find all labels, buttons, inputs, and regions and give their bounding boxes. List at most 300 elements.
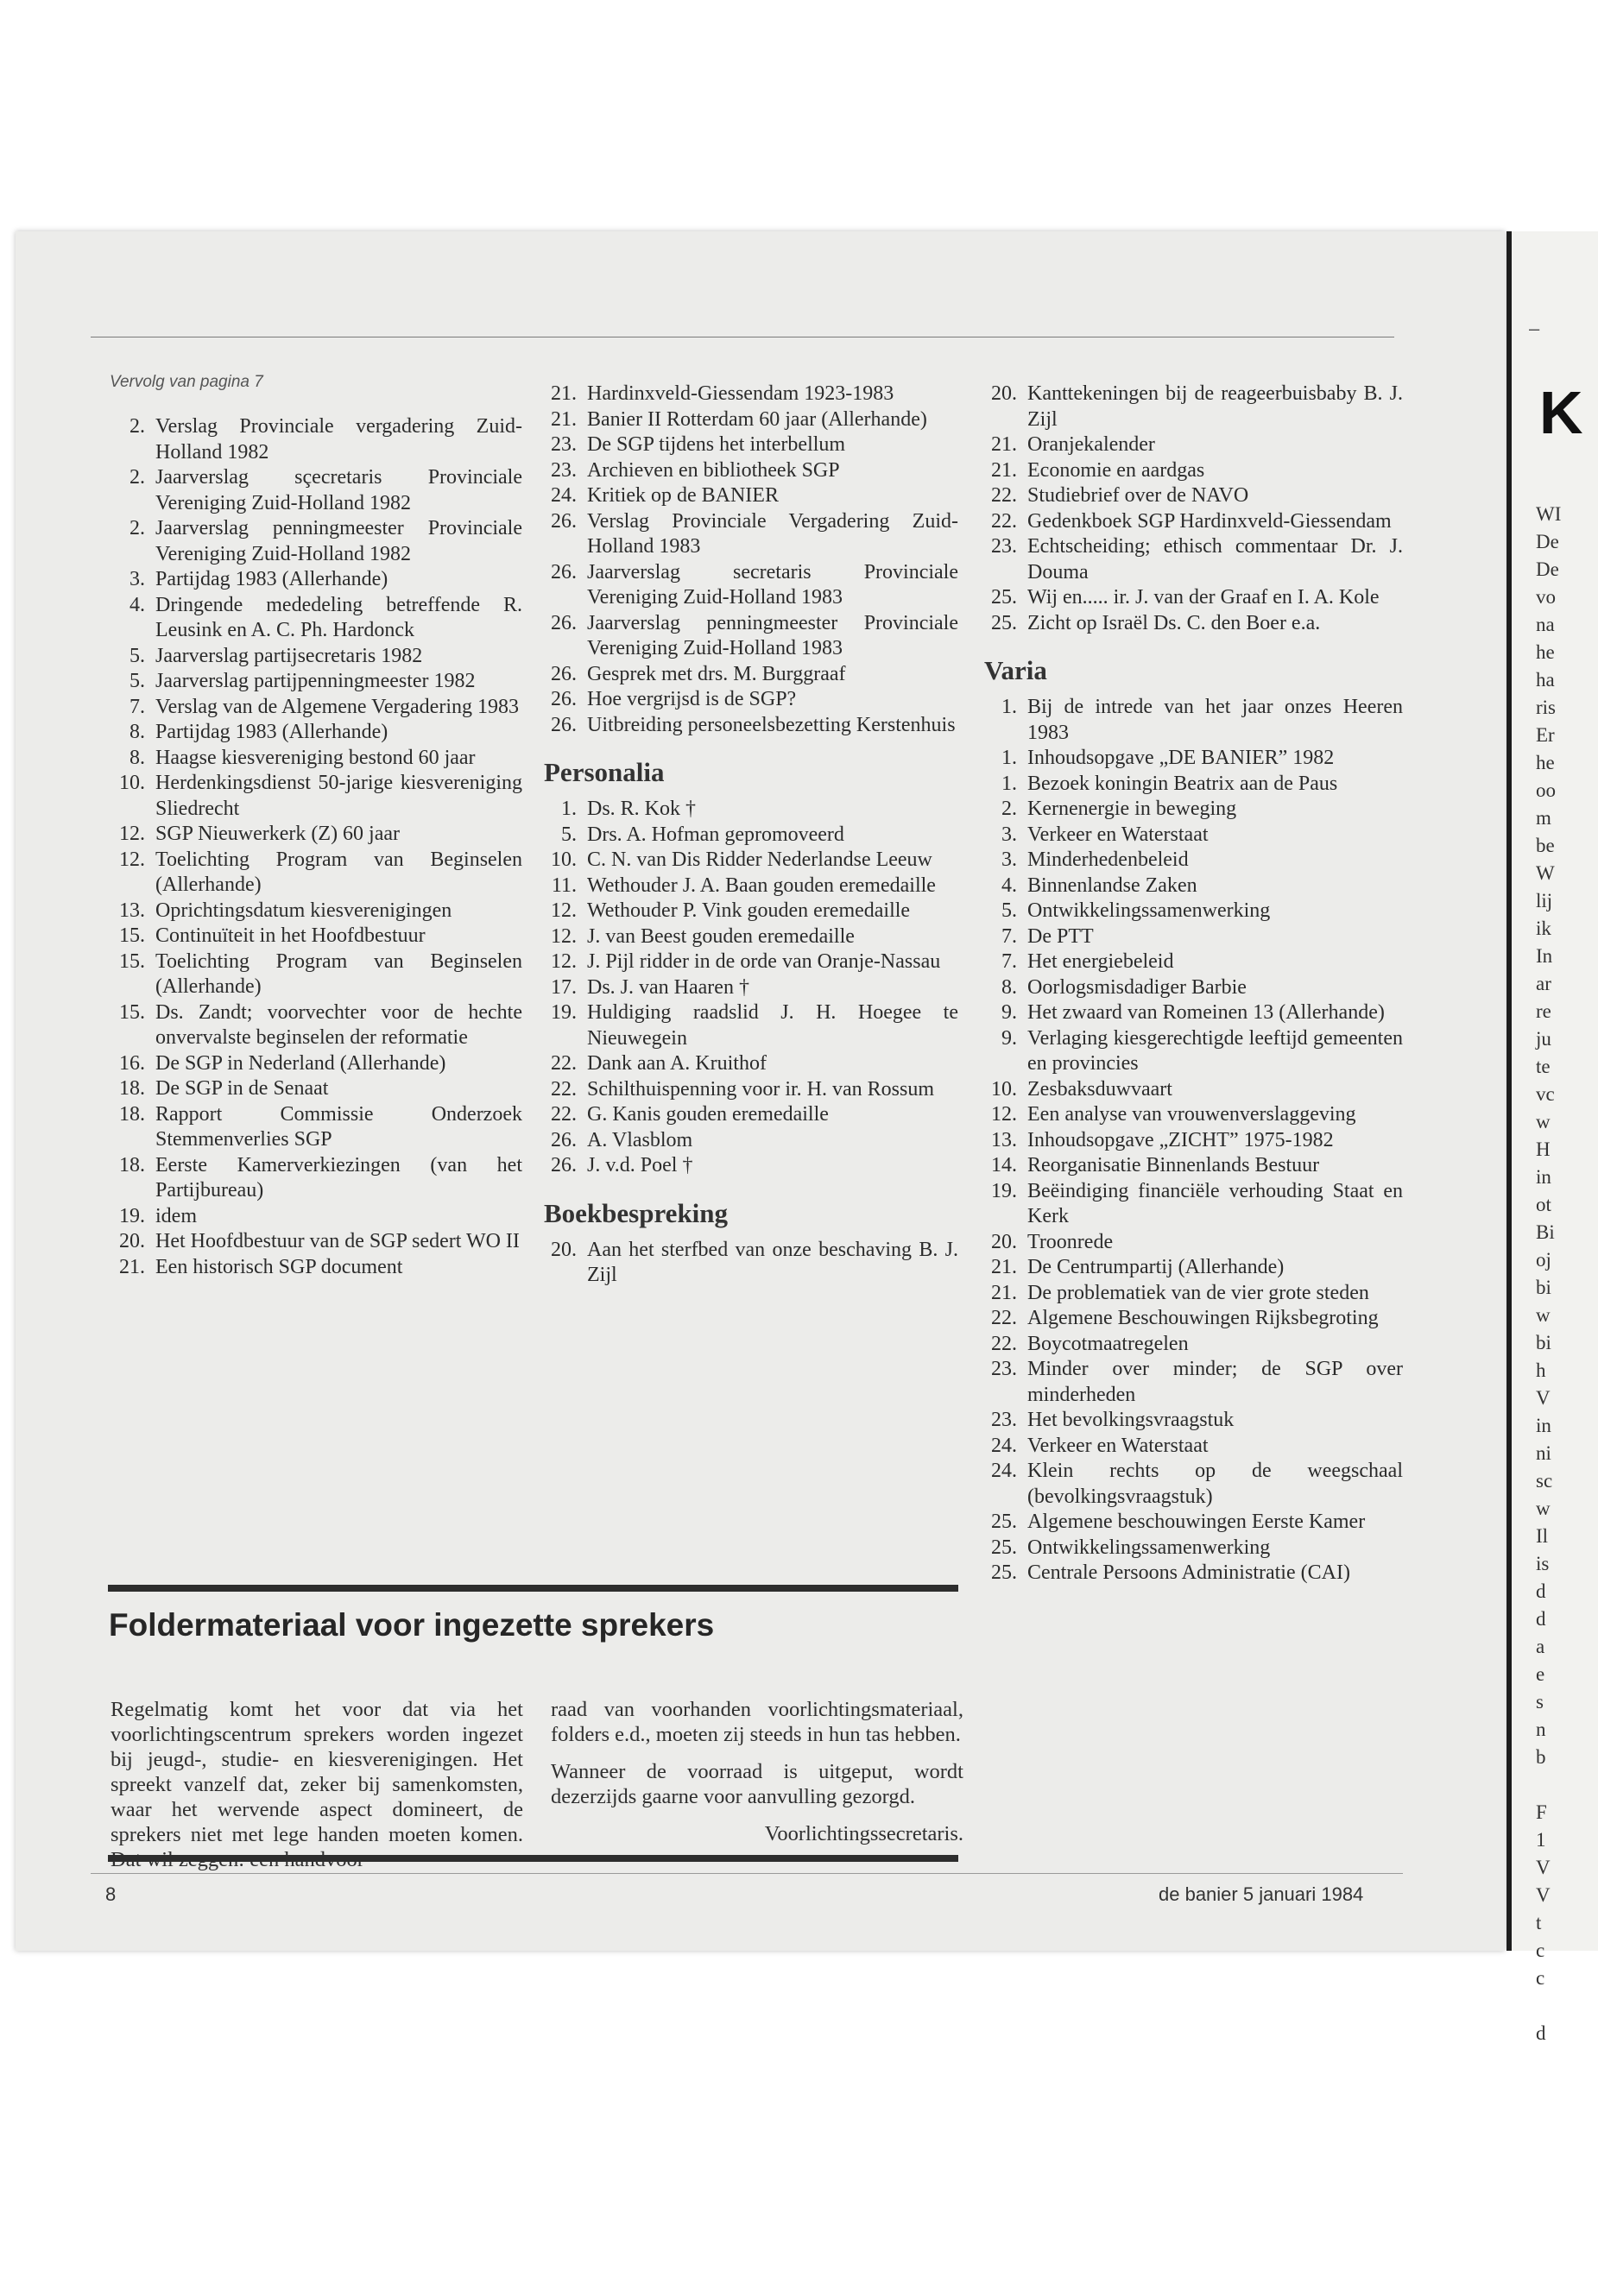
adjacent-page-fragment: c	[1536, 1940, 1545, 1961]
list-item	[112, 669, 522, 695]
item-page-number: 20.	[119, 1230, 145, 1252]
adjacent-page-fragment: De	[1536, 531, 1559, 552]
item-title: De Centrumpartij (Allerhande)	[1027, 1256, 1285, 1278]
item-page-number: 5.	[561, 823, 577, 846]
list-item	[544, 1077, 958, 1103]
item-page-number: 20.	[991, 1230, 1017, 1253]
item-page-number: 21.	[119, 1255, 145, 1278]
list-item	[112, 1051, 522, 1077]
item-page-number: 16.	[119, 1051, 145, 1075]
item-title: Gedenkboek SGP Hardinxveld-Giessendam	[1027, 509, 1392, 533]
adjacent-page-fragment: ar	[1536, 973, 1551, 994]
adjacent-page-fragment: w	[1536, 1498, 1551, 1519]
list-item	[984, 1102, 1403, 1128]
list-item	[544, 687, 958, 713]
list-item	[984, 1255, 1403, 1281]
item-title: Bij de intrede van het jaar onzes Heeren 1983	[1027, 696, 1403, 744]
item-page-number: 19.	[551, 1001, 577, 1024]
adjacent-page-fragment: ik	[1536, 918, 1551, 939]
list-item	[984, 458, 1403, 484]
list-item	[984, 585, 1403, 611]
item-page-number: 22.	[991, 484, 1017, 507]
article-title: Foldermateriaal voor ingezette sprekers	[109, 1607, 715, 1643]
item-page-number: 10.	[119, 772, 145, 794]
adjacent-page-fragment: na	[1536, 614, 1555, 635]
item-title: Oprichtingsdatum kiesverenigingen	[155, 899, 452, 922]
item-title: Studiebrief over de NAVO	[1027, 484, 1249, 507]
list-item	[984, 432, 1403, 458]
item-title: Oranjekalender	[1027, 433, 1155, 456]
item-title: De SGP in Nederland (Allerhande)	[155, 1051, 446, 1075]
item-title: Het Hoofdbestuur van de SGP sedert WO II	[155, 1230, 520, 1252]
item-page-number: 25.	[991, 611, 1017, 634]
index-list	[112, 414, 522, 1280]
item-title: Een historisch SGP document	[155, 1255, 403, 1278]
item-title: Minderhedenbeleid	[1027, 848, 1189, 871]
list-item	[984, 1357, 1403, 1408]
item-page-number: 12.	[551, 899, 577, 922]
item-page-number: 17.	[551, 975, 577, 999]
index-list	[984, 382, 1403, 636]
item-page-number: 1.	[1001, 772, 1017, 795]
item-page-number: 7.	[129, 695, 145, 718]
article-paragraph: Regelmatig komt het voor dat via het voorlichtingscentrum sprekers worden ingezet bij jeugd-, studie- en kiesverenigingen. Het spreekt vanzelf dat, zeker bij samenkomsten, waar het wervende aspect domineert, de sprekers niet met lege handen moeten komen.	[111, 1698, 523, 1846]
item-title: De SGP tijdens het interbellum	[587, 433, 846, 456]
list-item	[112, 720, 522, 746]
list-item	[984, 382, 1403, 432]
list-item	[984, 823, 1403, 848]
list-item	[544, 1102, 958, 1128]
item-page-number: 9.	[1001, 1026, 1017, 1050]
adjacent-page-fragment: In	[1536, 945, 1553, 967]
list-item	[112, 593, 522, 644]
list-item	[112, 1102, 522, 1153]
list-item	[984, 746, 1403, 772]
item-title: Toelichting Program van Beginselen (Allerhande)	[155, 949, 522, 998]
list-item	[544, 611, 958, 662]
item-title: Oorlogsmisdadiger Barbie	[1027, 975, 1247, 999]
item-page-number: 21.	[991, 1256, 1017, 1278]
list-item	[112, 567, 522, 593]
item-page-number: 12.	[119, 823, 145, 845]
list-item	[544, 713, 958, 739]
item-page-number: 26.	[551, 688, 577, 710]
item-page-number: 2.	[129, 466, 145, 489]
list-item	[984, 1306, 1403, 1332]
item-title: Minder over minder; de SGP over minderheden	[1027, 1358, 1403, 1406]
continued-from-label: Vervolg van pagina 7	[110, 373, 263, 391]
item-page-number: 24.	[991, 1434, 1017, 1457]
item-title: Jaarverslag partijsecretaris 1982	[155, 644, 423, 667]
adjacent-page-heading-letter: K	[1539, 379, 1583, 446]
item-page-number: 24.	[991, 1460, 1017, 1482]
item-page-number: 12.	[551, 950, 577, 973]
item-page-number: 1.	[561, 798, 577, 820]
item-title: Rapport Commissie Onderzoek Stemmenverlies SGP	[155, 1102, 522, 1151]
list-item	[112, 848, 522, 899]
item-title: Aan het sterfbed van onze beschaving B. J. Zijl	[587, 1238, 958, 1286]
item-page-number: 5.	[129, 670, 145, 692]
list-item	[544, 1238, 958, 1289]
item-page-number: 3.	[1001, 823, 1017, 846]
adjacent-page-fragment: ni	[1536, 1442, 1551, 1464]
list-item	[544, 949, 958, 975]
list-item	[984, 1459, 1403, 1510]
item-title: Echtscheiding; ethisch commentaar Dr. J. Douma	[1027, 535, 1403, 583]
section-heading-boekbespreking: Boekbespreking	[544, 1197, 729, 1228]
item-title: Algemene beschouwingen Eerste Kamer	[1027, 1511, 1366, 1533]
list-item	[112, 924, 522, 949]
list-item	[984, 924, 1403, 950]
list-item	[112, 771, 522, 822]
item-title: Verslag van de Algemene Vergadering 1983	[155, 695, 519, 718]
item-page-number: 22.	[551, 1052, 577, 1075]
adjacent-page-fragment: is	[1536, 1553, 1550, 1574]
adjacent-page-fragment: WI	[1536, 503, 1562, 525]
item-title: Continuïteit in het Hoofdbestuur	[155, 924, 426, 947]
adjacent-page-fragment: d	[1536, 1608, 1546, 1630]
item-page-number: 8.	[1001, 975, 1017, 999]
item-title: Jaarverslag partijpenningmeester 1982	[155, 670, 476, 692]
item-title: Boycotmaatregelen	[1027, 1332, 1189, 1355]
adjacent-page-edge	[1506, 231, 1598, 2044]
item-title: Kernenergie in beweging	[1027, 798, 1237, 820]
index-column-2	[544, 382, 958, 1289]
item-title: Klein rechts op de weegschaal (bevolkingsvraagstuk)	[1027, 1460, 1403, 1508]
list-item	[984, 1434, 1403, 1460]
section-heading-varia: Varia	[984, 655, 1047, 685]
adjacent-page-fragment: w	[1536, 1111, 1551, 1132]
varia-list	[984, 695, 1403, 1586]
list-item	[112, 949, 522, 1000]
heavy-rule-top	[108, 1585, 958, 1592]
item-page-number: 18.	[119, 1077, 145, 1100]
adjacent-page-fragment: V	[1536, 1857, 1551, 1878]
adjacent-page-fragment: Il	[1536, 1525, 1549, 1547]
index-column-3	[984, 382, 1403, 1586]
adjacent-page-fragment: m	[1536, 807, 1551, 829]
item-title: Een analyse van vrouwenverslaggeving	[1027, 1103, 1356, 1126]
item-title: Huldiging raadslid J. H. Hoegee te Nieuwegein	[587, 1001, 958, 1050]
item-page-number: 15.	[119, 1000, 145, 1024]
item-title: Partijdag 1983 (Allerhande)	[155, 721, 388, 743]
list-item	[984, 874, 1403, 899]
list-item	[984, 1510, 1403, 1536]
item-title: Ontwikkelingssamenwerking	[1027, 1536, 1271, 1559]
item-page-number: 18.	[119, 1102, 145, 1126]
adjacent-page-fragment: Bi	[1536, 1221, 1555, 1243]
item-page-number: 11.	[551, 874, 577, 897]
list-item	[544, 1128, 958, 1154]
list-item	[544, 509, 958, 560]
item-page-number: 10.	[551, 848, 577, 871]
item-title: A. Vlasblom	[587, 1128, 693, 1151]
list-item	[544, 1051, 958, 1077]
adjacent-page-fragment: c	[1536, 1967, 1545, 1989]
item-title: Jaarverslag sçecretaris Provinciale Vereniging Zuid-Holland 1982	[155, 466, 522, 514]
list-item	[984, 949, 1403, 975]
article-paragraph: raad van voorhanden voorlichtingsmateriaal, folders e.d., moeten zij steeds in hun tas hebben.	[551, 1698, 963, 1746]
list-item	[112, 644, 522, 670]
adjacent-page-fragment: bi	[1536, 1332, 1551, 1353]
adjacent-page-fragment: V	[1536, 1387, 1551, 1409]
item-page-number: 26.	[551, 611, 577, 634]
item-page-number: 26.	[551, 713, 577, 736]
item-page-number: 24.	[551, 484, 577, 507]
adjacent-page-fragment: W	[1536, 862, 1555, 884]
item-title: Zicht op Israël Ds. C. den Boer e.a.	[1027, 611, 1321, 634]
item-title: Het zwaard van Romeinen 13 (Allerhande)	[1027, 1001, 1385, 1024]
item-page-number: 15.	[119, 924, 145, 947]
adjacent-page-fragment: s	[1536, 1691, 1544, 1713]
list-item	[984, 1179, 1403, 1230]
adjacent-page-fragment: in	[1536, 1166, 1551, 1188]
item-page-number: 20.	[551, 1238, 577, 1261]
item-title: Uitbreiding personeelsbezetting Kerstenhuis	[587, 713, 956, 736]
item-page-number: 25.	[991, 586, 1017, 609]
item-title: Verlaging kiesgerechtigde leeftijd gemeenten en provincies	[1027, 1026, 1403, 1075]
list-item	[544, 432, 958, 458]
item-title: Inhoudsopgave „DE BANIER” 1982	[1027, 747, 1335, 769]
item-page-number: 12.	[119, 848, 145, 871]
list-item	[544, 1000, 958, 1051]
item-page-number: 26.	[551, 509, 577, 533]
item-page-number: 25.	[991, 1511, 1017, 1533]
item-page-number: 8.	[129, 721, 145, 743]
item-title: Herdenkingsdienst 50-jarige kiesvereniging Sliedrecht	[155, 772, 522, 820]
list-item	[112, 695, 522, 721]
adjacent-page-fragment: 1	[1536, 1829, 1546, 1851]
item-title: Haagse kiesvereniging bestond 60 jaar	[155, 746, 476, 769]
item-page-number: 14.	[991, 1154, 1017, 1176]
adjacent-page-fragment: H	[1536, 1139, 1551, 1160]
item-page-number: 13.	[119, 899, 145, 922]
item-page-number: 25.	[991, 1536, 1017, 1559]
item-page-number: 26.	[551, 662, 577, 685]
adjacent-page-fragment: oj	[1536, 1249, 1551, 1271]
list-item	[112, 465, 522, 516]
list-item	[112, 414, 522, 465]
item-page-number: 10.	[991, 1077, 1017, 1101]
item-page-number: 21.	[551, 382, 577, 405]
list-item	[984, 1153, 1403, 1179]
list-item	[544, 899, 958, 924]
item-title: Ontwikkelingssamenwerking	[1027, 899, 1271, 922]
item-page-number: 4.	[1001, 874, 1017, 897]
item-title: Dringende mededeling betreffende R. Leusink en A. C. Ph. Hardonck	[155, 593, 522, 641]
list-item	[984, 1332, 1403, 1358]
item-title: Reorganisatie Binnenlands Bestuur	[1027, 1154, 1320, 1176]
item-page-number: 23.	[551, 433, 577, 456]
list-item	[112, 899, 522, 924]
item-title: Kritiek op de BANIER	[587, 484, 779, 507]
list-item	[984, 848, 1403, 874]
list-item	[112, 1076, 522, 1102]
article-signature: Voorlichtingssecretaris.	[764, 1822, 963, 1845]
adjacent-page-text-fragments	[1536, 501, 1561, 2047]
item-title: Hardinxveld-Giessendam 1923-1983	[587, 382, 894, 405]
adjacent-page-fragment: w	[1536, 1304, 1551, 1326]
adjacent-page-fragment: re	[1536, 1000, 1551, 1022]
section-heading-personalia: Personalia	[544, 757, 665, 787]
list-item	[984, 1408, 1403, 1434]
item-title: G. Kanis gouden eremedaille	[587, 1103, 829, 1126]
adjacent-page-fragment: ha	[1536, 669, 1555, 691]
item-page-number: 22.	[991, 509, 1017, 533]
item-page-number: 9.	[1001, 1001, 1017, 1024]
adjacent-page-fragment: b	[1536, 1746, 1546, 1768]
adjacent-page-fragment: h	[1536, 1359, 1546, 1381]
item-page-number: 13.	[991, 1128, 1017, 1151]
footer-rule	[91, 1873, 1403, 1874]
item-page-number: 23.	[551, 458, 577, 482]
item-title: Bezoek koningin Beatrix aan de Paus	[1027, 772, 1338, 795]
item-title: Archieven en bibliotheek SGP	[587, 458, 840, 482]
item-title: J. Pijl ridder in de orde van Oranje-Nassau	[587, 950, 941, 973]
item-title: Wij en..... ir. J. van der Graaf en I. A. Kole	[1027, 586, 1380, 609]
list-item	[984, 611, 1403, 637]
item-page-number: 15.	[119, 949, 145, 973]
adjacent-page-fragment: e	[1536, 1663, 1545, 1685]
item-title: C. N. van Dis Ridder Nederlandse Leeuw	[587, 848, 932, 871]
item-title: Kanttekeningen bij de reageerbuisbaby B. J. Zijl	[1027, 382, 1403, 431]
item-title: Schilthuispenning voor ir. H. van Rossum	[587, 1077, 934, 1101]
item-title: J. v.d. Poel †	[587, 1154, 693, 1176]
list-item	[984, 1000, 1403, 1026]
adjacent-page-fragment: ot	[1536, 1194, 1551, 1215]
item-page-number: 12.	[991, 1103, 1017, 1126]
item-title: Toelichting Program van Beginselen (Allerhande)	[155, 848, 522, 896]
item-page-number: 5.	[129, 644, 145, 667]
adjacent-page-fragment: De	[1536, 558, 1559, 580]
list-item	[984, 975, 1403, 1001]
item-page-number: 4.	[129, 593, 145, 616]
adjacent-page-fragment: ju	[1536, 1028, 1551, 1050]
list-item	[984, 483, 1403, 509]
heavy-rule-bottom	[108, 1855, 958, 1862]
item-page-number: 3.	[129, 568, 145, 590]
item-page-number: 21.	[991, 433, 1017, 456]
adjacent-page-fragment: be	[1536, 835, 1555, 856]
item-title: Het energiebeleid	[1027, 950, 1174, 973]
item-page-number: 26.	[551, 560, 577, 583]
list-item	[984, 1128, 1403, 1154]
item-page-number: 22.	[551, 1103, 577, 1126]
item-page-number: 22.	[551, 1077, 577, 1101]
list-item	[544, 382, 958, 407]
adjacent-page-dash: –	[1529, 318, 1540, 339]
adjacent-page-fragment: Er	[1536, 724, 1555, 746]
item-title: Partijdag 1983 (Allerhande)	[155, 568, 388, 590]
item-page-number: 2.	[129, 517, 145, 539]
item-page-number: 19.	[119, 1204, 145, 1227]
item-page-number: 22.	[991, 1332, 1017, 1355]
item-page-number: 2.	[129, 415, 145, 438]
list-item	[984, 1077, 1403, 1103]
adjacent-page-fragment: he	[1536, 641, 1555, 663]
adjacent-page-fragment	[1536, 1992, 1561, 2020]
item-title: Algemene Beschouwingen Rijksbegroting	[1027, 1307, 1379, 1329]
item-page-number: 21.	[551, 407, 577, 431]
list-item	[112, 1000, 522, 1051]
item-title: Ds. R. Kok †	[587, 798, 697, 820]
page-number: 8	[105, 1883, 117, 1905]
item-page-number: 18.	[119, 1153, 145, 1176]
item-page-number: 25.	[991, 1561, 1017, 1584]
personalia-list	[544, 797, 958, 1179]
adjacent-page-fragment: vo	[1536, 586, 1556, 608]
list-item	[984, 1561, 1403, 1586]
list-item	[544, 560, 958, 611]
item-title: Jaarverslag penningmeester Provinciale Vereniging Zuid-Holland 1983	[587, 611, 958, 659]
list-item	[984, 534, 1403, 585]
item-title: Troonrede	[1027, 1230, 1114, 1253]
list-item	[544, 874, 958, 899]
item-title: Eerste Kamerverkiezingen (van het Partijbureau)	[155, 1153, 522, 1202]
list-item	[544, 662, 958, 688]
item-title: Ds. Zandt; voorvechter voor de hechte onvervalste beginselen der reformatie	[155, 1000, 522, 1049]
item-page-number: 1.	[1001, 696, 1017, 718]
adjacent-page-fragment: F	[1536, 1801, 1547, 1823]
item-title: Wethouder P. Vink gouden eremedaille	[587, 899, 911, 922]
item-title: Verslag Provinciale vergadering Zuid-Holland 1982	[155, 415, 522, 464]
item-title: Drs. A. Hofman gepromoveerd	[587, 823, 844, 846]
list-item	[984, 695, 1403, 746]
adjacent-page-fragment: bi	[1536, 1277, 1551, 1298]
item-page-number: 26.	[551, 1128, 577, 1151]
list-item	[112, 746, 522, 772]
adjacent-page-fragment: ris	[1536, 697, 1556, 718]
index-list	[544, 382, 958, 738]
item-title: Verkeer en Waterstaat	[1027, 1434, 1209, 1457]
item-page-number: 7.	[1001, 950, 1017, 973]
list-item	[984, 1536, 1403, 1561]
item-title: Dank aan A. Kruithof	[587, 1052, 767, 1075]
list-item	[544, 1153, 958, 1179]
list-item	[984, 1281, 1403, 1307]
adjacent-page-fragment: in	[1536, 1415, 1551, 1436]
adjacent-page-fragment: d	[1536, 1580, 1546, 1602]
article-column-2	[551, 1697, 963, 1858]
article-column-1	[111, 1697, 523, 1872]
adjacent-page-fragment: V	[1536, 1884, 1551, 1906]
item-title: De SGP in de Senaat	[155, 1077, 329, 1100]
item-title: Binnenlandse Zaken	[1027, 874, 1197, 897]
item-title: Verkeer en Waterstaat	[1027, 823, 1209, 846]
adjacent-page-fragment: he	[1536, 752, 1555, 773]
item-title: Zesbaksduwvaart	[1027, 1077, 1172, 1101]
boekbespreking-list	[544, 1238, 958, 1289]
list-item	[984, 772, 1403, 798]
list-item	[544, 458, 958, 484]
item-title: J. van Beest gouden eremedaille	[587, 924, 855, 948]
item-page-number: 26.	[551, 1154, 577, 1176]
issue-date: de banier 5 januari 1984	[1159, 1883, 1364, 1905]
list-item	[984, 1026, 1403, 1077]
item-page-number: 19.	[991, 1179, 1017, 1202]
item-title: SGP Nieuwerkerk (Z) 60 jaar	[155, 823, 401, 845]
list-item	[112, 1204, 522, 1230]
adjacent-page-fragment: n	[1536, 1719, 1546, 1740]
list-item	[544, 483, 958, 509]
item-title: De problematiek van de vier grote steden	[1027, 1281, 1369, 1304]
item-title: Het bevolkingsvraagstuk	[1027, 1409, 1235, 1431]
item-page-number: 23.	[991, 535, 1017, 558]
item-title: Verslag Provinciale Vergadering Zuid-Holland 1983	[587, 509, 958, 558]
adjacent-page-fragment: oo	[1536, 779, 1556, 801]
item-title: Hoe vergrijsd is de SGP?	[587, 688, 797, 710]
adjacent-page-fragment: lij	[1536, 890, 1553, 911]
